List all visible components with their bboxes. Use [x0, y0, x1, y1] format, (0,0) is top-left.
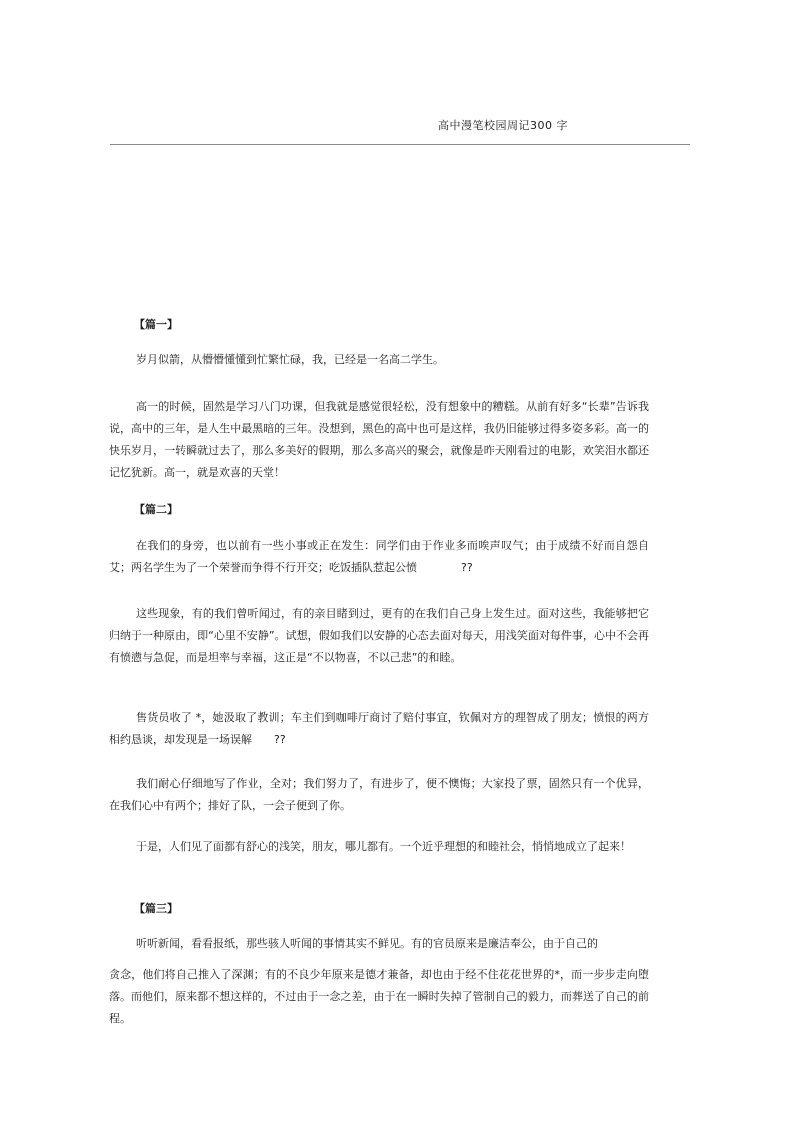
- paragraph: 岁月似箭，从懵懵懂懂到忙繁忙碌，我，已经是一名高二学生。: [136, 353, 444, 366]
- section-heading-3: 【篇三】: [134, 902, 178, 915]
- paragraph: 听听新闻，看看报纸，那些骇人听闻的事情其实不鲜见。有的官员原来是廉洁奉公，由于自己的: [136, 937, 598, 950]
- section-heading-1: 【篇一】: [134, 318, 178, 331]
- section-heading-2: 【篇二】: [134, 503, 178, 516]
- paragraph: 我们耐心仔细地写了作业，全对；我们努力了，有进步了，便不懊悔；大家投了票，固然只有一个优异，在我们心中有两个；排好了队，一会子便到了你。: [109, 777, 649, 812]
- paragraph: 高一的时候，固然是学习八门功课，但我就是感觉很轻松，没有想象中的糟糕。从前有好多“长辈”告诉我说，高中的三年，是人生中最黑暗的三年。没想到，黑色的高中也可是这样，我仍旧能够过得多姿多彩。高一的快乐岁月，一转瞬就过去了，那么多美好的假期，那么多高兴的聚会，就像是昨天刚看过的电影，欢笑泪水都还记忆犹新。高一，就是欢喜的天堂！: [109, 400, 649, 479]
- paragraph: 于是，人们见了面都有舒心的浅笑，朋友，哪儿都有。一个近乎理想的和睦社会，悄悄地成立了起来！: [136, 840, 631, 853]
- paragraph: 在我们的身旁，也以前有一些小事或正在发生：同学们由于作业多而唉声叹气；由于成绩不好而自怨自艾；两名学生为了一个荣誉而争得不行开交；吃饭插队惹起公愤 ??: [109, 539, 649, 574]
- document-title: 高中漫笔校园周记300 字: [438, 119, 568, 132]
- paragraph: 这些现象，有的我们曾听闻过，有的亲目睹到过，更有的在我们自己身上发生过。面对这些，我能够把它归纳于一种原由，即“心里不安静”。试想，假如我们以安静的心态去面对每天，用浅笑面对每件事，心中不会再有愤懑与急促，而是坦率与幸福，这正是“不以物喜，不以己悲”的和睦。: [109, 607, 649, 664]
- header-divider: [110, 144, 690, 145]
- paragraph: 贪念，他们将自己推入了深渊；有的不良少年原来是德才兼备，却也由于经不住花花世界的*，而一步步走向堕落。而他们，原来都不想这样的，不过由于一念之差，由于在一瞬时失掉了管制自己的毅力，而葬送了自己的前程。: [109, 968, 649, 1025]
- paragraph: 售货员收了 *，她汲取了教训；车主们到咖啡厅商讨了赔付事宜，钦佩对方的理智成了朋友；愤恨的两方相约恳谈，却发现是一场误解 ??: [109, 711, 649, 746]
